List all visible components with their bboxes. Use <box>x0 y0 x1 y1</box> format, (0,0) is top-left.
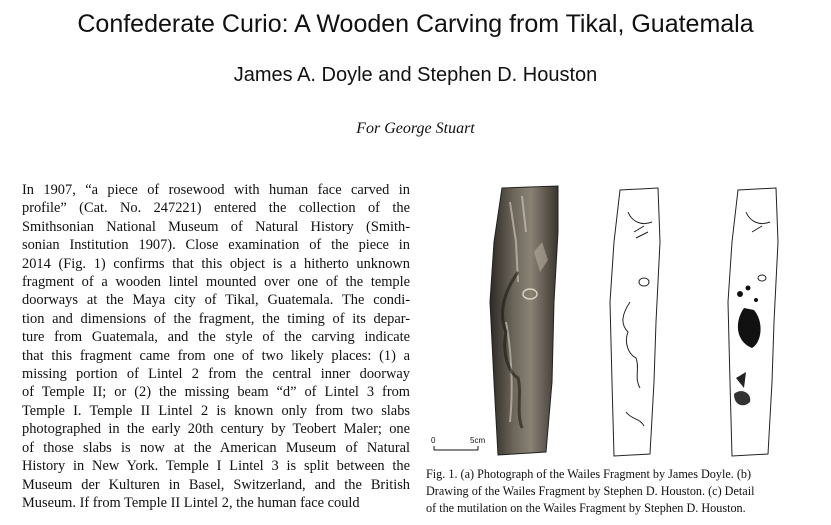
body-line: Temple I. Temple II Lintel 2 is known only from two slabs <box>22 402 410 419</box>
figure-artwork <box>418 182 818 460</box>
figure-caption <box>426 466 818 516</box>
body-line: doorways at the Maya city of Tikal, Guatemala. The condi- <box>22 292 410 309</box>
mutilation-detail <box>728 188 778 456</box>
wood-fragment-photo <box>490 186 558 455</box>
body-line: missing portion of Lintel 2 from the central inner doorway <box>22 366 410 383</box>
body-line: that this fragment came from one of two likely places: (1) a <box>22 347 410 364</box>
scale-zero-label: 0 <box>431 436 436 445</box>
body-line: profile” (Cat. No. 247221) entered the collection of the <box>22 200 410 217</box>
body-line: In 1907, “a piece of rosewood with human face carved in <box>22 182 410 198</box>
body-line: fragment of a wooden lintel mounted over one of the temple <box>22 274 410 291</box>
body-line: ture from Guatemala, and the style of the carving indicate <box>22 329 410 346</box>
body-line: History in New York. Temple I Lintel 3 is split between the <box>22 458 410 475</box>
body-paragraph <box>22 181 410 512</box>
paper-authors: James A. Doyle and Stephen D. Houston <box>233 64 598 86</box>
body-line: photographed in the early 20th century by Teobert Maler; one <box>22 421 410 438</box>
body-line: Smithsonian National Museum of Natural History (Smith- <box>22 218 410 235</box>
body-line: Museum der Kulturen in Basel, Switzerland, and the British <box>22 476 410 493</box>
figure-1 <box>418 182 818 460</box>
body-line: 2014 (Fig. 1) confirms that this object is a hitherto unknown <box>22 255 410 272</box>
body-line: tion and dimensions of the fragment, the timing of its depar- <box>22 310 410 327</box>
body-line: of those slabs is now at the American Museum of Natural <box>22 439 410 456</box>
dedication: For George Stuart <box>356 120 475 137</box>
caption-line: Drawing of the Wailes Fragment by Stephen D. Houston. (c) Detail <box>426 483 755 498</box>
fragment-drawing <box>610 188 660 456</box>
caption-line: Fig. 1. (a) Photograph of the Wailes Fragment by James Doyle. (b) <box>426 467 752 481</box>
paper-title: Confederate Curio: A Wooden Carving from Tikal, Guatemala <box>77 10 754 38</box>
body-line: Museum. If from Temple II Lintel 2, the human face could <box>22 494 360 511</box>
body-line: of Temple II; or (2) the missing beam “d” of Lintel 3 from <box>22 384 410 401</box>
body-line: sonian Institution 1907). Close examination of the piece in <box>22 237 410 254</box>
scale-cm-label: 5cm <box>470 436 486 445</box>
caption-line: of the mutilation on the Wailes Fragment by Stephen D. Houston. <box>426 500 746 515</box>
scale-bar <box>431 436 485 450</box>
